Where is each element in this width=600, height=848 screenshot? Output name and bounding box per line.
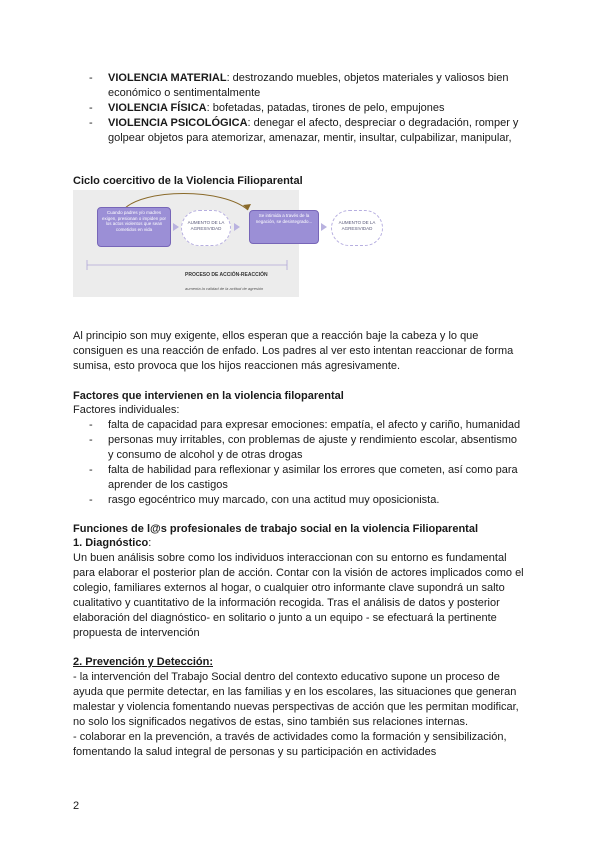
- paragraph-line: Un buen análisis sobre como los individuos interaccionan con su entorno es fundamental: [73, 552, 507, 564]
- section-heading-funciones: Funciones de l@s profesionales de trabajo social en la violencia Filioparental: [73, 523, 479, 535]
- list-item-continuation: económico o sentimentalmente: [108, 87, 261, 99]
- factor-item: personas muy irritables, con problemas de ajuste y rendimiento escolar, absentismo: [108, 434, 518, 446]
- bullet-dash: -: [89, 102, 93, 114]
- paragraph-line: fomentando la salud integral de personas y su participación en actividades: [73, 746, 437, 758]
- page-number: 2: [73, 800, 80, 812]
- arrow-right-icon: [234, 223, 240, 231]
- factor-item-continuation: y consumo de alcohol y de otras drogas: [108, 449, 303, 461]
- bullet-dash: -: [89, 434, 93, 446]
- factor-item: falta de capacidad para expresar emociones: empatía, el afecto y cariño, humanidad: [108, 419, 521, 431]
- paragraph-line: colegio, familiares externos al hogar, o cualquier otro informante clave supondrá un salto: [73, 582, 505, 594]
- paragraph-line: propuesta de intervención: [73, 627, 200, 639]
- list-item-continuation: golpear objetos para atemorizar, amenazar, mentir, insultar, culpabilizar, manipular,: [108, 132, 512, 144]
- diagram-subcaption: aumenta la calidad de la actitud de agresión: [185, 286, 264, 291]
- factor-item: rasgo egocéntrico muy marcado, con una actitud muy oposicionista.: [108, 494, 440, 506]
- diagram-box-2: AUMENTO DE LA AGRESIVIDAD: [181, 210, 231, 246]
- subheading-diagnostico: 1. Diagnóstico:: [73, 537, 152, 549]
- diagram-box-4: AUMENTO DE LA AGRESIVIDAD: [331, 210, 383, 246]
- arrow-right-icon: [173, 223, 179, 231]
- paragraph-line: no solo los significados negativos de estas, sino también sus relaciones internas.: [73, 716, 469, 728]
- factor-item: falta de habilidad para reflexionar y asimilar los errores que cometen, así como para: [108, 464, 518, 476]
- paragraph-line: cualitativo y cuantitativo de la información recogida. Tras el análisis de datos y posterior: [73, 597, 500, 609]
- list-item-violencia-psicologica: VIOLENCIA PSICOLÓGICA: denegar el afecto, despreciar o degradación, romper y: [108, 117, 519, 129]
- paragraph-line: sumisa, esto provoca que los hijos reaccionen más agresivamente.: [73, 360, 401, 372]
- section-heading-ciclo: Ciclo coercitivo de la Violencia Filioparental: [73, 175, 303, 187]
- cycle-diagram: [73, 190, 376, 297]
- bullet-dash: -: [89, 464, 93, 476]
- subheading-prevencion: 2. Prevención y Detección:: [73, 656, 213, 668]
- paragraph-line: consiguen es una reacción de enfado. Los padres al ver esto intentan reaccionar de forma: [73, 345, 514, 357]
- diagram-caption: PROCESO DE ACCIÓN-REACCIÓN: [185, 272, 268, 278]
- subheading-factores-individuales: Factores individuales:: [73, 404, 180, 416]
- paragraph-line: elaboración del diagnóstico- en solitario o junto a un equipo - se efectuará la pertinente: [73, 612, 497, 624]
- diagram-box-3: Se intimida a través de la negación, se desintegrado...: [249, 210, 319, 244]
- paragraph-line: ayuda que permite detectar, en las familias y en los escolares, las situaciones que generan: [73, 686, 517, 698]
- paragraph-line: para elaborar el posterior plan de acción. Contar con la visión de actores implicados como el: [73, 567, 524, 579]
- bullet-dash: -: [89, 494, 93, 506]
- paragraph-line: - la intervención del Trabajo Social dentro del contexto educativo supone un proceso de: [73, 671, 500, 683]
- section-heading-factores: Factores que intervienen en la violencia filoparental: [73, 390, 344, 402]
- paragraph-line: Al principio son muy exigente, ellos esperan que a reacción baje la cabeza y lo que: [73, 330, 479, 342]
- factor-item-continuation: aprender de los castigos: [108, 479, 228, 491]
- bullet-dash: -: [89, 419, 93, 431]
- bullet-dash: -: [89, 117, 93, 129]
- paragraph-line: - colaborar en la prevención, a través de actividades como la formación y sensibilización,: [73, 731, 507, 743]
- arrow-right-icon: [321, 223, 327, 231]
- list-item-violencia-material: VIOLENCIA MATERIAL: destrozando muebles, objetos materiales y valiosos bien: [108, 72, 509, 84]
- list-item-violencia-fisica: VIOLENCIA FÍSICA: bofetadas, patadas, tirones de pelo, empujones: [108, 102, 445, 114]
- paragraph-line: malestar y violencia fomentando nuevas perspectivas de acción que les permitan modificar,: [73, 701, 519, 713]
- diagram-box-1: Cuando padres y/o madres exigen, presionan o impiden por los actos violentos que sean cometidos en vida: [97, 207, 171, 247]
- bullet-dash: -: [89, 72, 93, 84]
